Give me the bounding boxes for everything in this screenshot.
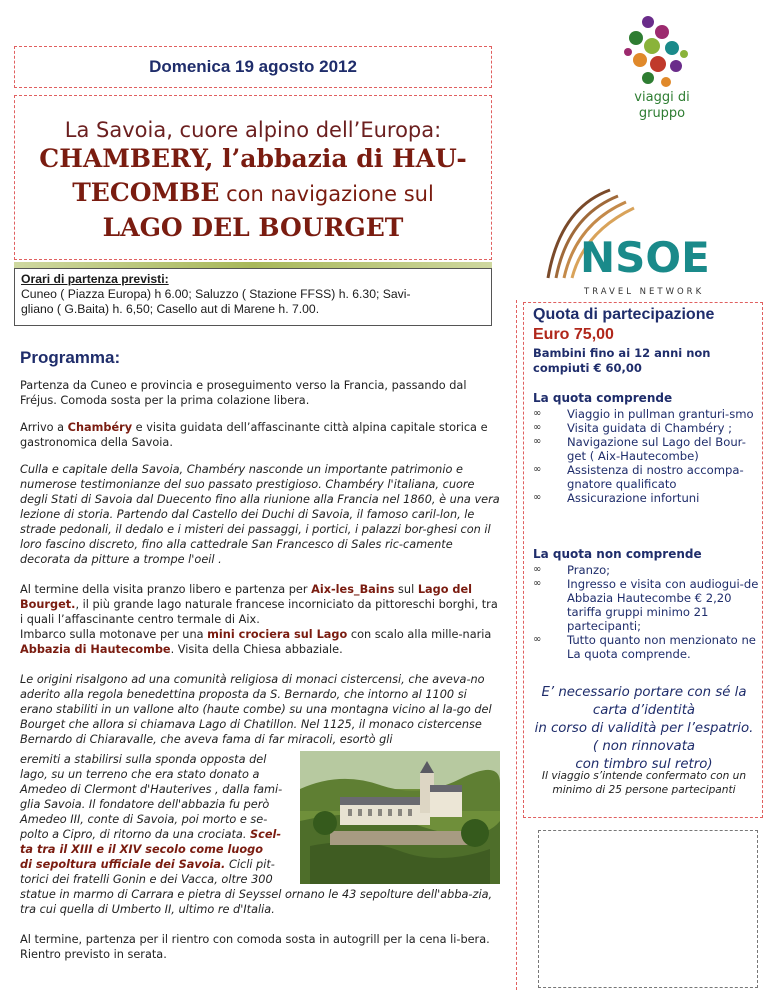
program-heading: Programma: [20, 348, 121, 367]
not-included-list [533, 563, 761, 661]
price: Euro 75,00 [533, 326, 614, 343]
program-paragraph-2: Arrivo a Chambéry e visita guidata dell’affascinante città alpina capitale storica e gastronomica della Savoia. [20, 421, 488, 449]
agency-stamp-box [538, 830, 758, 988]
program-paragraph-abbey-end: statue in marmo di Carrara e pietra di Seyssel ornano le 43 sepolture dell'abba-zia, tra cui quella di Umberto II, ultimo re d'Italia. [20, 888, 493, 916]
child-price: Bambini fino ai 12 anni non compiuti € 60,00 [533, 346, 711, 375]
departure-times-line-1: Cuneo ( Piazza Europa) h 6.00; Saluzzo ( Stazione FFSS) h. 6.30; Savi- [21, 287, 411, 301]
program-paragraph-chambery: Culla e capitale della Savoia, Chambéry nasconde un importante patrimonio e numerose testimonianze del suo passato prestigioso. Chambéry l'italiana, cuore degli Stati di Savoia dal Duecento fino alla riunione alla Francia nel 1860, è una vera lezione di storia. Partendo dal Castello dei Duchi di Savoia, il famoso caril-lon, le strade pedonali, il dedalo e i misteri dei passaggi, i portici, i palazzi bor-ghesi con il loro fascino discreto, fino alla cattedrale San Francesco di Sales ric-camente decorata da pitture a trompe l'oeil . [20, 463, 500, 566]
company-logo-dots [596, 8, 724, 92]
list-item: ∞ Tutto quanto non menzionato ne La quota comprende. [533, 633, 756, 661]
program-paragraph-abbey-history: Le origini risalgono ad una comunità religiosa di monaci cistercensi, che aveva-no aderito alla regola benedettina proposta da S. Bernardo, che intorno al 1100 si erano stabiliti in un vallone alto (haute combe) su una montagna vicino al la-go del Bourget che allora si chiamava Lago di Chatillon. Nel 1125, il monaco cistercense Bernardo di Chiaravalle, che aveva fama di far miracoli, esortò gli [20, 673, 492, 746]
nsoe-logo-subtitle: TRAVEL NETWORK [584, 287, 705, 297]
list-item: ∞ Visita guidata di Chambéry ; [533, 421, 733, 435]
title-line-3-bold: TECOMBE [72, 178, 220, 207]
included-list [533, 407, 761, 505]
list-item: ∞ Navigazione sul Lago del Bour-get ( Aix-Hautecombe) [533, 435, 746, 463]
title-banner [14, 95, 492, 260]
column-divider [516, 300, 517, 990]
title-line-4: LAGO DEL BOURGET [102, 213, 404, 242]
list-item: ∞ Viaggio in pullman granturi-smo [533, 407, 754, 421]
program-paragraph-bourget: Al termine della visita pranzo libero e partenza per Aix-les_Bains sul Lago del Bourget., il più grande lago naturale francese incorniciato da pittoreschi borghi, tra i quali l’affascinante centro termale di Aix. Imbarco sulla motonave per una mini crociera sul Lago con scalo alla mille-naria Abbazia di Hautecombe. Visita della Chiesa abbaziale. [20, 583, 498, 656]
title-line-3 [15, 176, 491, 211]
not-included-heading: La quota non comprende [533, 547, 702, 561]
nsoe-logo-text: NSOE [580, 233, 710, 282]
departure-times-heading: Orari di partenza previsti: [21, 272, 169, 286]
nsoe-logo [540, 168, 740, 308]
title-line-2: CHAMBERY, l’abbazia di HAU- [39, 144, 467, 173]
abbey-photo [300, 751, 500, 884]
list-item: ∞ Ingresso e visita con audiogui-de Abbazia Hautecombe € 2,20 tariffa gruppi minimo 21 partecipanti; [533, 577, 759, 633]
date-banner [14, 46, 492, 88]
included-heading: La quota comprende [533, 391, 673, 405]
program-paragraph-abbey-wrap: eremiti a stabilirsi sulla sponda opposta del lago, su un terreno che era stato donato a Amedeo di Clermont d'Hauterives , dalla fami- glia Savoia. Il fondatore dell'abbazia fu però Amedeo III, conte di Savoia, poi morto e se- polto a Cipro, di ritorno da una crociata. Scel- ta tra il XIII e il XIV secolo come luogo di sepoltura ufficiale dei Savoia. Cicli pit- torici dei fratelli Gonin e dei Vacca, oltre 300 [20, 753, 283, 886]
list-item: ∞ Assicurazione infortuni [533, 491, 700, 505]
departure-times-line-2: gliano ( G.Baita) h. 6,50; Casello aut di Marene h. 7.00. [21, 302, 320, 316]
minimum-participants-note: Il viaggio s’intende confermato con un minimo di 25 persone partecipanti [541, 770, 747, 796]
departure-times-box [14, 268, 492, 326]
list-item: ∞ Pranzo; [533, 563, 611, 577]
pricing-heading: Quota di partecipazione [533, 306, 715, 323]
brand-tagline: viaggi di gruppo [634, 90, 690, 121]
program-paragraph-1: Partenza da Cuneo e provincia e proseguimento verso la Francia, passando dal Fréjus. Comoda sosta per la prima colazione libera. [20, 379, 467, 407]
title-line-3-light: con navigazione sul [219, 182, 434, 206]
id-document-note: E’ necessario portare con sé la carta d’identità in corso di validità per l’espatrio. ( non rinnovata con timbro sul retro) [534, 685, 754, 772]
list-item: ∞ Assistenza di nostro accompa-gnatore qualificato [533, 463, 744, 491]
program-paragraph-return: Al termine, partenza per il rientro con comoda sosta in autogrill per la cena li-bera. Rientro previsto in serata. [20, 933, 490, 961]
event-date: Domenica 19 agosto 2012 [149, 57, 357, 76]
title-line-1: La Savoia, cuore alpino dell’Europa: [64, 118, 442, 142]
